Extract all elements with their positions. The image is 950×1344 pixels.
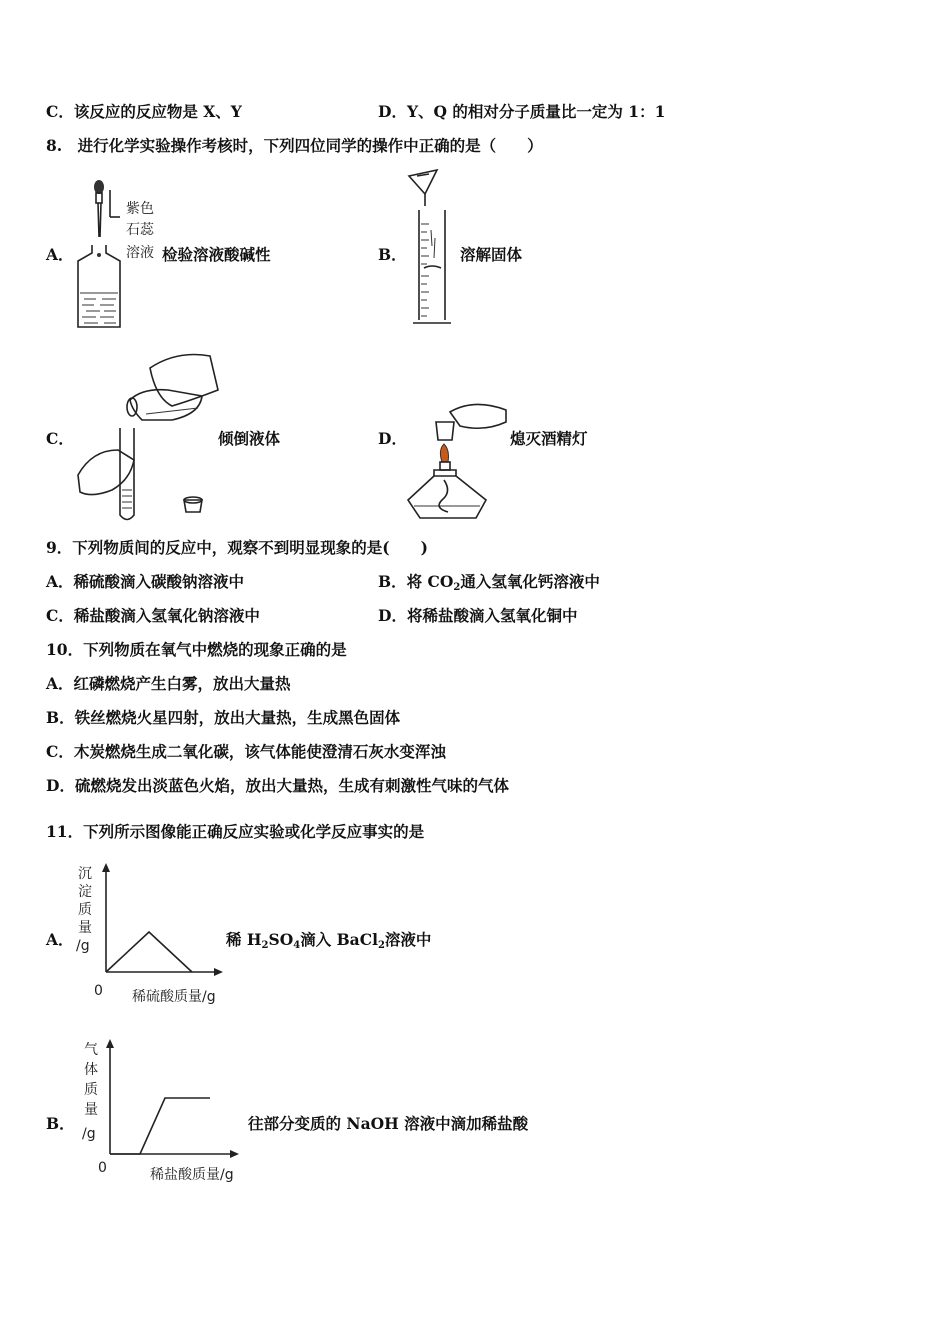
q7-option-d: D．Y、Q 的相对分子质量比一定为 1：1 xyxy=(378,102,666,121)
graph-b-ylabel-2: 质 xyxy=(84,1082,98,1098)
q9-option-b: B．将 $CO_2$通入氢氧化钙溶液中 xyxy=(378,572,600,593)
q11-a-letter: A． xyxy=(46,930,74,949)
q8-d-letter: D． xyxy=(378,429,407,448)
q8-a-text: 检验溶液酸碱性 xyxy=(162,245,271,264)
litmus-label-2: 石蕊 xyxy=(126,222,154,238)
graph-a-ylabel-1: 淀 xyxy=(78,884,92,900)
graph-b-line xyxy=(110,1098,210,1154)
graph-a-ylabel-2: 质 xyxy=(78,902,92,918)
graph-a-line xyxy=(106,932,192,972)
q8-b-letter: B． xyxy=(378,245,407,264)
q7-option-c: C．该反应的反应物是 X、Y xyxy=(46,102,242,121)
graph-a xyxy=(70,858,230,1008)
q8-d-text: 熄灭酒精灯 xyxy=(510,429,588,448)
q9-option-d: D．将稀盐酸滴入氢氧化铜中 xyxy=(378,606,578,625)
q9-option-a: A．稀硫酸滴入碳酸钠溶液中 xyxy=(46,572,245,591)
litmus-label-3: 溶液 xyxy=(126,245,154,261)
graph-b-ylabel-1: 体 xyxy=(84,1062,98,1078)
q11-b-text: 往部分变质的 NaOH 溶液中滴加稀盐酸 xyxy=(248,1114,529,1133)
q10-option-d: D．硫燃烧发出淡蓝色火焰，放出大量热，生成有刺激性气味的气体 xyxy=(46,776,509,795)
q10-option-c: C．木炭燃烧生成二氧化碳，该气体能使澄清石灰水变浑浊 xyxy=(46,742,446,761)
graph-a-ylabel-3: 量 xyxy=(78,920,92,936)
graph-a-ylabel-4: /g xyxy=(76,938,90,954)
q8-stem: 8. 进行化学实验操作考核时，下列四位同学的操作中正确的是（ ） xyxy=(46,136,543,155)
graph-b-x-arrow xyxy=(230,1150,239,1158)
q11-b-letter: B． xyxy=(46,1114,75,1133)
litmus-label-1: 紫色 xyxy=(126,201,154,217)
graph-a-y-arrow xyxy=(102,863,110,872)
graph-a-origin: 0 xyxy=(94,983,103,999)
graph-a-xlabel: 稀硫酸质量/g xyxy=(132,989,216,1005)
q8-a-letter: A． xyxy=(46,245,74,264)
alcohol-lamp-figure xyxy=(404,400,514,525)
pouring-liquid-figure xyxy=(72,350,222,525)
q8-c-text: 倾倒液体 xyxy=(218,429,281,448)
graph-b-ylabel-4: /g xyxy=(82,1126,96,1142)
q11-stem: 11．下列所示图像能正确反应实验或化学反应事实的是 xyxy=(46,822,425,841)
graph-b-xlabel: 稀盐酸质量/g xyxy=(150,1167,234,1183)
graph-b-origin: 0 xyxy=(98,1160,107,1176)
q11-a-text: 稀 $H_2SO_4$滴入 BaCl$_2$溶液中 xyxy=(226,930,432,951)
graph-a-ylabel-0: 沉 xyxy=(78,866,92,882)
graph-b xyxy=(76,1034,251,1184)
graph-b-y-arrow xyxy=(106,1039,114,1048)
q8-c-letter: C． xyxy=(46,429,74,448)
q10-option-a: A．红磷燃烧产生白雾，放出大量热 xyxy=(46,674,291,693)
q10-option-b: B．铁丝燃烧火星四射，放出大量热，生成黑色固体 xyxy=(46,708,401,727)
graph-a-x-arrow xyxy=(214,968,223,976)
graph-b-ylabel-3: 量 xyxy=(84,1102,98,1118)
graph-b-ylabel-0: 气 xyxy=(84,1042,98,1058)
q10-stem: 10．下列物质在氧气中燃烧的现象正确的是 xyxy=(46,640,347,659)
q8-b-text: 溶解固体 xyxy=(460,245,523,264)
q9-stem: 9．下列物质间的反应中，观察不到明显现象的是( ) xyxy=(46,538,428,557)
q9-option-c: C．稀盐酸滴入氢氧化钠溶液中 xyxy=(46,606,260,625)
